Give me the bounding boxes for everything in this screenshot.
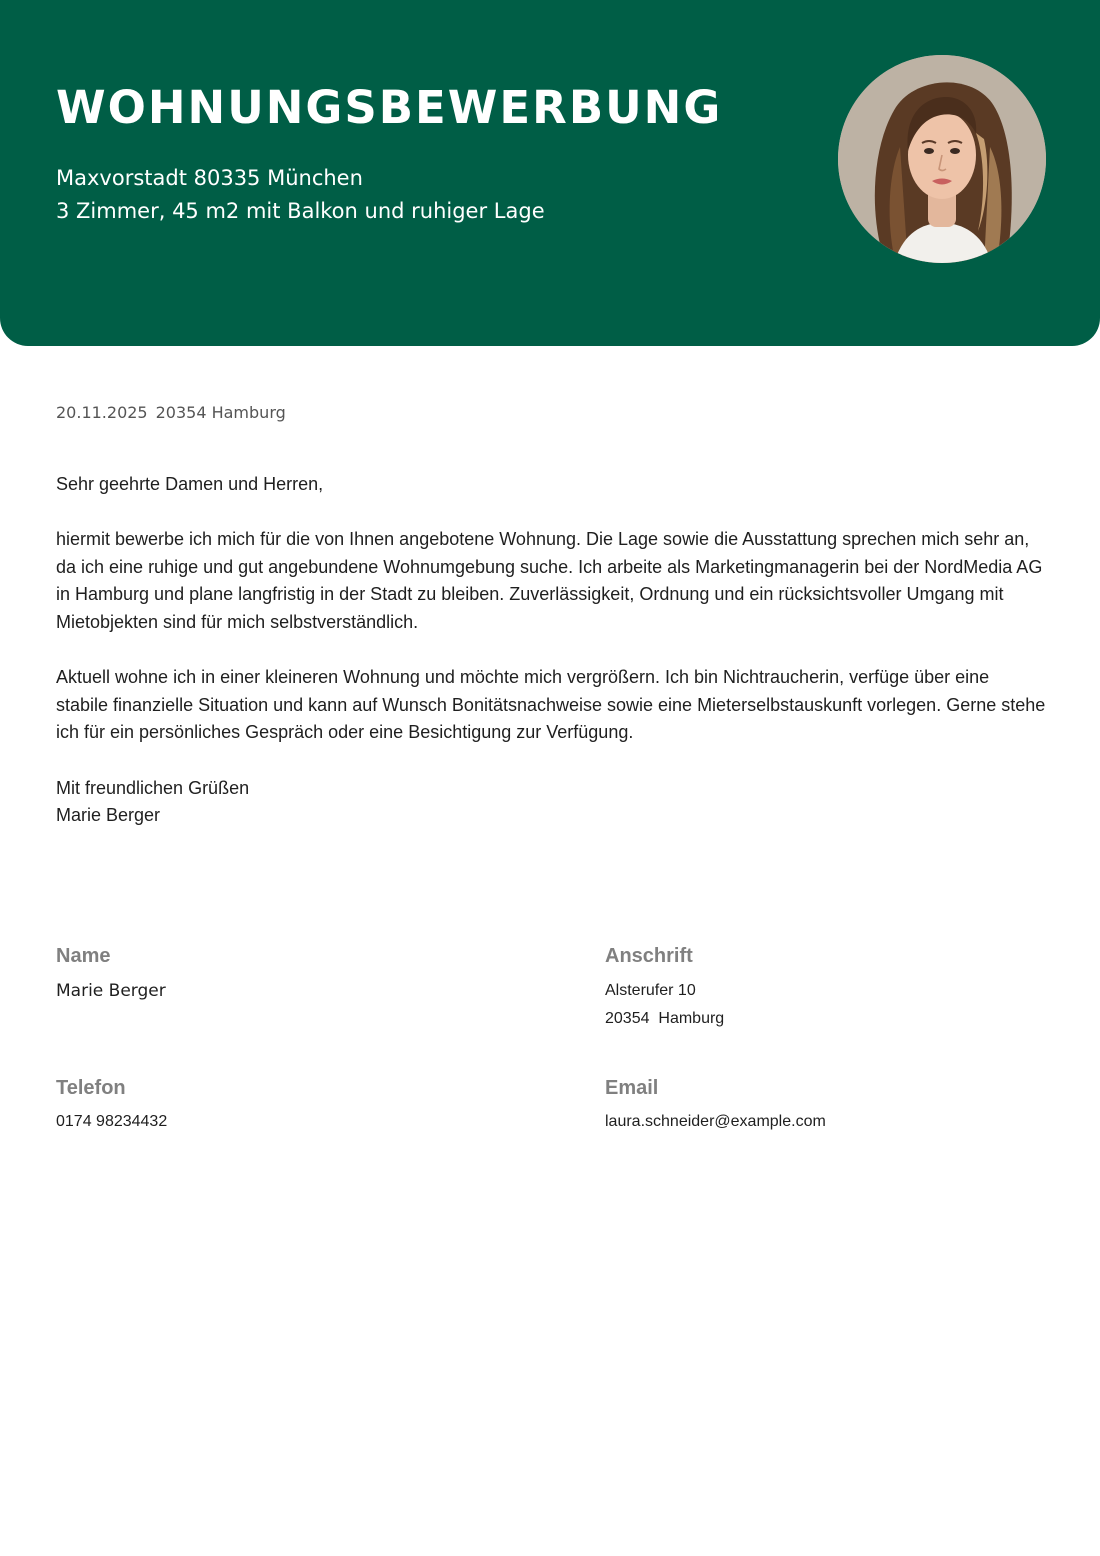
signature-name: Marie Berger bbox=[56, 805, 161, 826]
phone-value: 0174 98234432 bbox=[56, 1113, 168, 1130]
address-label: Anschrift bbox=[605, 945, 693, 967]
paragraph-intro: hiermit bewerbe ich mich für die von Ihnen angebotene Wohnung. Die Lage sowie die Ausstattung sprechen mich sehr an, da ich eine ruhige und gut angebundene Wohnumgebung suche. Ich arbeite als Marketingmanagerin bei der NordMedia AG in Hamburg und plane langfristig in der Stadt zu bleiben. Zuverlässigkeit, Ordnung und ein rücksichtsvoller Umgang mit Mietobjekten sind für mich selbstverständlich. bbox=[56, 529, 1043, 632]
phone-label: Telefon bbox=[56, 1077, 126, 1099]
paragraph-situation: Aktuell wohne ich in einer kleineren Wohnung und möchte mich vergrößern. Ich bin Nichtraucherin, verfüge über eine stabile finanzielle Situation und kann auf Wunsch Bonitätsnachweise sowie eine Mieterselbstauskunft vorlegen. Gerne stehe ich für ein persönliches Gespräch oder eine Besichtigung zur Verfügung. bbox=[56, 667, 1046, 743]
letter-place: 20354 Hamburg bbox=[155, 403, 286, 422]
salutation: Sehr geehrte Damen und Herren, bbox=[56, 474, 324, 494]
page-title: WOHNUNGSBEWERBUNG bbox=[56, 81, 723, 134]
date-and-place bbox=[56, 403, 286, 422]
name-value: Marie Berger bbox=[56, 981, 166, 1001]
address-line-street: Alsterufer 10 bbox=[605, 982, 696, 999]
email-value: laura.schneider@example.com bbox=[605, 1113, 826, 1130]
address-line-city: 20354 Hamburg bbox=[605, 1010, 725, 1027]
applicant-photo bbox=[838, 55, 1046, 263]
letter-body bbox=[56, 471, 1046, 830]
letter-date: 20.11.2025 bbox=[56, 403, 148, 422]
email-label: Email bbox=[605, 1077, 659, 1099]
subtitle-location: Maxvorstadt 80335 München bbox=[56, 166, 363, 190]
closing: Mit freundlichen Grüßen bbox=[56, 777, 250, 798]
name-label: Name bbox=[56, 945, 111, 967]
header-banner bbox=[0, 0, 1100, 346]
subtitle-apartment-details: 3 Zimmer, 45 m2 mit Balkon und ruhiger Lage bbox=[56, 199, 545, 223]
